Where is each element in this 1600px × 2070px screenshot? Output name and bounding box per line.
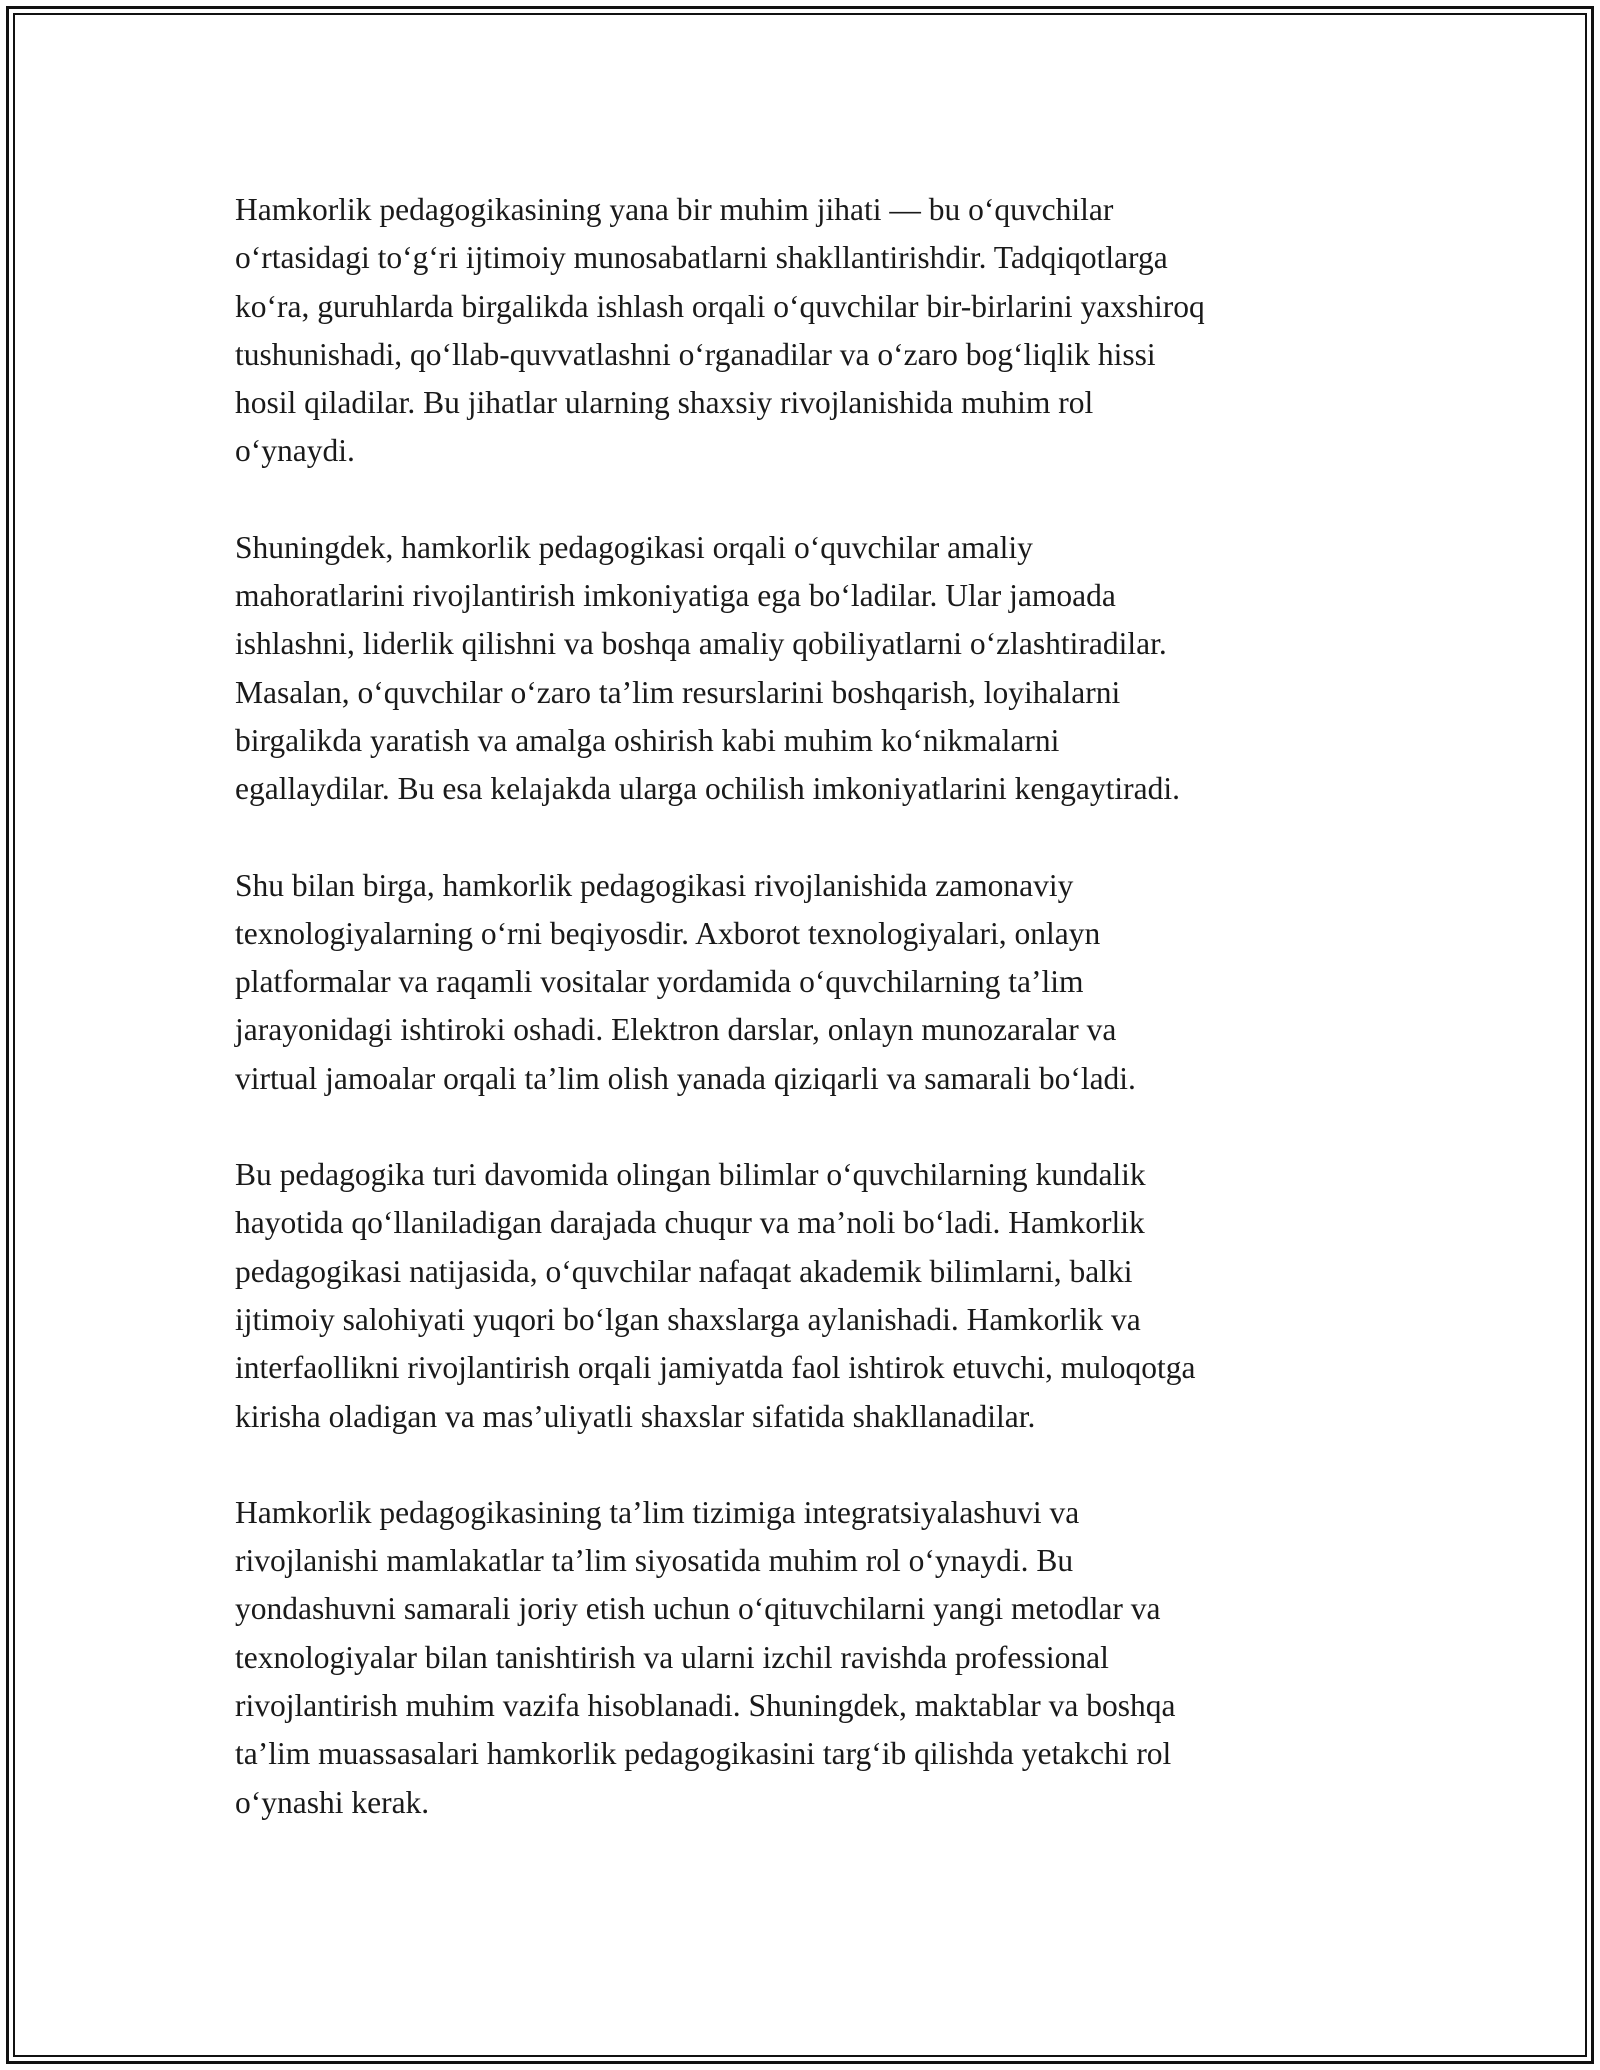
text-line: texnologiyalar bilan tanishtirish va ularni izchil ravishda professional [235,1639,1109,1675]
text-line: hayotida qo‘llaniladigan darajada chuqur va ma’noli bo‘ladi. Hamkorlik [235,1205,1145,1241]
text-line: Masalan, o‘quvchilar o‘zaro ta’lim resurslarini boshqarish, loyihalarni [235,674,1121,710]
text-line: Shuningdek, hamkorlik pedagogikasi orqali o‘quvchilar amaliy [235,529,1033,565]
text-line: Hamkorlik pedagogikasining ta’lim tizimiga integratsiyalashuvi va [235,1494,1080,1530]
text-line: jarayonidagi ishtiroki oshadi. Elektron darslar, onlayn munozaralar va [235,1012,1117,1048]
text-line: interfaollikni rivojlantirish orqali jamiyatda faol ishtirok etuvchi, muloqotga [235,1350,1196,1386]
text-line: tushunishadi, qo‘llab-quvvatlashni o‘rganadilar va o‘zaro bog‘liqlik hissi [235,336,1156,372]
text-line: rivojlanishi mamlakatlar ta’lim siyosatida muhim rol o‘ynaydi. Bu [235,1543,1074,1579]
text-line: o‘ynashi kerak. [235,1784,430,1820]
paragraph-1 [235,186,1385,476]
document-body [235,186,1385,1875]
text-line: rivojlantirish muhim vazifa hisoblanadi. Shuningdek, maktablar va boshqa [235,1688,1176,1724]
text-line: o‘ynaydi. [235,433,355,469]
paragraph-2 [235,524,1385,814]
paragraph-3 [235,862,1385,1103]
text-line: hosil qiladilar. Bu jihatlar ularning shaxsiy rivojlanishida muhim rol [235,385,1094,421]
text-line: egallaydilar. Bu esa kelajakda ularga ochilish imkoniyatlarini kengaytiradi. [235,771,1180,807]
text-line: ijtimoiy salohiyati yuqori bo‘lgan shaxslarga aylanishadi. Hamkorlik va [235,1301,1141,1337]
text-line: kirisha oladigan va mas’uliyatli shaxslar sifatida shakllanadilar. [235,1398,1036,1434]
text-line: texnologiyalarning o‘rni beqiyosdir. Axborot texnologiyalari, onlayn [235,915,1101,951]
text-line: pedagogikasi natijasida, o‘quvchilar nafaqat akademik bilimlarni, balki [235,1253,1133,1289]
text-line: yondashuvni samarali joriy etish uchun o‘qituvchilarni yangi metodlar va [235,1591,1161,1627]
text-line: Hamkorlik pedagogikasining yana bir muhim jihati — bu o‘quvchilar [235,192,1114,227]
text-line: Bu pedagogika turi davomida olingan bilimlar o‘quvchilarning kundalik [235,1157,1146,1193]
text-line: virtual jamoalar orqali ta’lim olish yanada qiziqarli va samarali bo‘ladi. [235,1060,1136,1096]
paragraph-4 [235,1151,1385,1441]
text-line: o‘rtasidagi to‘g‘ri ijtimoiy munosabatlarni shakllantirishdir. Tadqiqotlarga [235,240,1168,276]
text-line: ko‘ra, guruhlarda birgalikda ishlash orqali o‘quvchilar bir-birlarini yaxshiroq [235,288,1205,324]
text-line: platformalar va raqamli vositalar yordamida o‘quvchilarning ta’lim [235,964,1084,1000]
text-line: ishlashni, liderlik qilishni va boshqa amaliy qobiliyatlarni o‘zlashtiradilar. [235,626,1167,662]
text-line: Shu bilan birga, hamkorlik pedagogikasi rivojlanishida zamonaviy [235,867,1074,903]
text-line: birgalikda yaratish va amalga oshirish kabi muhim ko‘nikmalarni [235,722,1060,758]
text-line: ta’lim muassasalari hamkorlik pedagogikasini targ‘ib qilishda yetakchi rol [235,1736,1172,1772]
text-line: mahoratlarini rivojlantirish imkoniyatiga ega bo‘ladilar. Ular jamoada [235,578,1116,614]
paragraph-5 [235,1489,1385,1827]
